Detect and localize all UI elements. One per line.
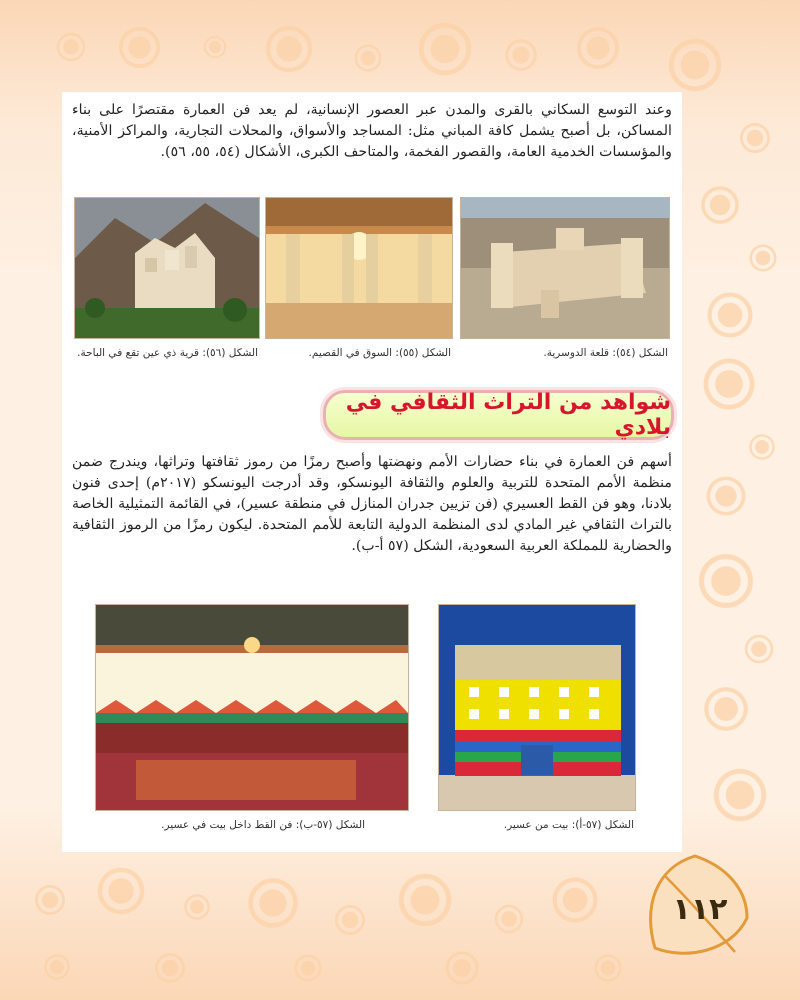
flower-ornament [258,18,320,80]
flower-ornament [290,950,326,986]
flower-ornament [705,760,775,830]
flower-ornament [30,880,70,920]
asir-house-image [439,605,635,810]
flower-ornament [697,680,755,738]
flower-ornament [240,870,306,936]
market-image [266,198,452,338]
photo-al-qatt-interior [95,604,409,811]
flower-ornament [700,470,752,522]
flower-ornament [40,950,74,984]
flower-ornament [490,900,528,938]
village-image [75,198,259,338]
flower-ornament [390,865,460,935]
flower-ornament [200,32,230,62]
flower-ornament [735,118,775,158]
flower-ornament [180,890,214,924]
intro-paragraph: وعند التوسع السكاني بالقرى والمدن عبر العصور الإنسانية، لم يعد فن العمارة مقتصرًا على بناء المساكن، بل أصبح يشمل كافة المباني مثل: المساجد والأسواق، والمحلات التجارية، والمراكز الأمنية، والمؤسسات الخدمية العامة، والقصور الفخمة، والمتاحف الكبرى، الأشكال (٥٤، ٥٥، ٥٦). [72,102,672,160]
flower-ornament [700,285,760,345]
photo-qassim-market [265,197,453,339]
caption-fig-54: الشكل (٥٤): قلعة الدوسرية. [543,347,668,359]
flower-ornament [660,30,730,100]
flower-ornament [695,180,745,230]
flower-ornament [590,950,626,986]
flower-ornament [745,430,779,464]
caption-fig-57b: الشكل (٥٧-ب): فن القط داخل بيت في عسير. [161,819,365,831]
caption-fig-56: الشكل (٥٦): قرية ذي عين تقع في الباحة. [77,347,258,359]
flower-ornament [500,34,542,76]
flower-ornament [90,860,152,922]
flower-ornament [545,870,605,930]
section-title-banner [323,390,674,440]
flower-ornament [350,40,386,76]
flower-ornament [695,350,763,418]
flower-ornament [570,20,626,76]
photo-village-zee-ain [74,197,260,339]
flower-ornament [740,630,778,668]
fort-image [461,198,669,338]
photo-asir-house [438,604,636,811]
interior-image [96,605,408,810]
flower-ornament [150,948,190,988]
photo-dawasir-fort [460,197,670,339]
flower-ornament [52,28,90,66]
flower-ornament [440,946,484,990]
flower-ornament [410,14,480,84]
caption-fig-57a: الشكل (٥٧-أ): بيت من عسير. [503,819,634,831]
flower-ornament [745,240,781,276]
page-number: ١١٢ [672,892,728,927]
flower-ornament [330,900,370,940]
flower-ornament [690,545,762,617]
section-title: شواهد من التراث الثقافي في بلادي [345,390,671,440]
caption-fig-55: الشكل (٥٥): السوق في القصيم. [308,347,451,359]
heritage-paragraph: أسهم فن العمارة في بناء حضارات الأمم ونهضتها وأصبح رمزًا من رموز ثقافتها وتراثها، ويندرج ضمن منظمة الأمم المتحدة للتربية والعلوم والثقافة اليونسكو، وقد أدرجت اليونسكو (٢٠١٧م) إحدى فنون بلادنا، وهو فن القط العسيري (فن تزيين جدران المنازل في منطقة عسير)، في القائمة التمثيلية الخاصة بالتراث الثقافي غير المادي لدى المنظمة الدولية التابعة للأمم المتحدة. ليكون رمزًا من الرموز الثقافية والحضارية للمملكة العربية السعودية، الشكل (٥٧ أ-ب). [72,454,672,554]
flower-ornament [112,20,167,75]
